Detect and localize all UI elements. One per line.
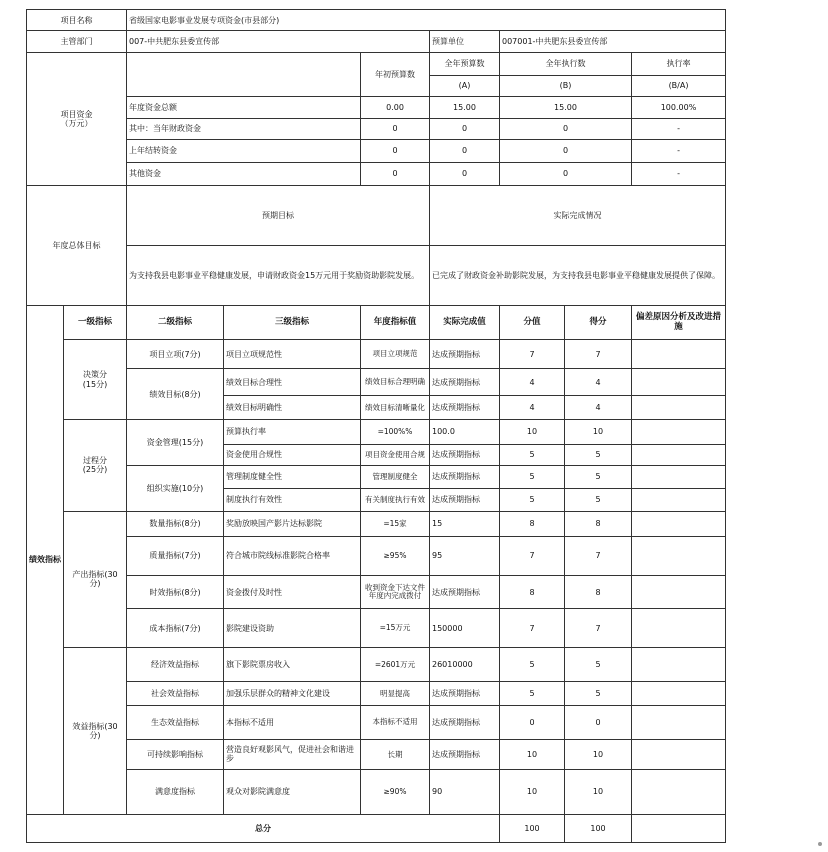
got-cell: 10 xyxy=(565,420,632,444)
header-score: 分值 xyxy=(500,306,565,340)
score-cell: 7 xyxy=(500,609,565,648)
col-executed: 全年执行数 xyxy=(500,52,632,75)
table-row xyxy=(27,648,726,682)
total-score: 100 xyxy=(500,814,565,842)
target-cell: =2601万元 xyxy=(361,648,430,682)
actual-cell: 达成预期指标 xyxy=(430,396,500,420)
level3-cell: 本指标不适用 xyxy=(224,706,361,740)
got-cell: 5 xyxy=(565,681,632,705)
score-cell: 5 xyxy=(500,488,565,511)
funds-section-label: 项目资金 （万元） xyxy=(27,52,127,185)
got-cell: 5 xyxy=(565,465,632,488)
header-level2: 二级指标 xyxy=(127,306,224,340)
actual-cell: 达成预期指标 xyxy=(430,488,500,511)
table-row xyxy=(27,10,726,31)
got-cell: 10 xyxy=(565,739,632,770)
actual-cell: 95 xyxy=(430,537,500,576)
actual-cell: 达成预期指标 xyxy=(430,444,500,465)
funds-initial: 0 xyxy=(361,118,430,139)
scroll-indicator-dot xyxy=(818,842,822,846)
level2-cell: 满意度指标 xyxy=(127,770,224,814)
level2-cell: 时效指标(8分) xyxy=(127,575,224,609)
level3-cell: 营造良好观影风气，促进社会和谐进步 xyxy=(224,739,361,770)
col-rate: 执行率 xyxy=(632,52,726,75)
header-level3: 三级指标 xyxy=(224,306,361,340)
score-cell: 4 xyxy=(500,369,565,396)
goal-actual-text: 已完成了财政资金补助影院发展，为支持我县电影事业平稳健康发展提供了保障。 xyxy=(430,246,726,306)
table-body xyxy=(27,10,726,843)
table-row xyxy=(27,31,726,52)
actual-cell: 26010000 xyxy=(430,648,500,682)
target-cell: 有关制度执行有效 xyxy=(361,488,430,511)
score-cell: 7 xyxy=(500,339,565,369)
table-row xyxy=(27,537,726,576)
score-cell: 10 xyxy=(500,739,565,770)
level3-cell: 制度执行有效性 xyxy=(224,488,361,511)
target-cell: 长期 xyxy=(361,739,430,770)
level1-cell: 决策分 (15分) xyxy=(64,339,127,419)
project-name-label: 项目名称 xyxy=(27,10,127,31)
target-cell: 项目立项规范 xyxy=(361,339,430,369)
got-cell: 4 xyxy=(565,396,632,420)
level2-cell: 社会效益指标 xyxy=(127,681,224,705)
reason-cell xyxy=(632,420,726,444)
level2-cell: 成本指标(7分) xyxy=(127,609,224,648)
funds-row-label: 上年结转资金 xyxy=(127,140,361,163)
level3-cell: 资金拨付及时性 xyxy=(224,575,361,609)
actual-cell: 100.0 xyxy=(430,420,500,444)
header-level1: 一级指标 xyxy=(64,306,127,340)
got-cell: 8 xyxy=(565,511,632,536)
table-row xyxy=(27,246,726,306)
blank-cell xyxy=(127,52,361,96)
table-row xyxy=(27,369,726,396)
table-row xyxy=(27,681,726,705)
reason-cell xyxy=(632,537,726,576)
table-row xyxy=(27,185,726,245)
level2-cell: 项目立项(7分) xyxy=(127,339,224,369)
funds-budget: 0 xyxy=(430,118,500,139)
budget-unit-label: 预算单位 xyxy=(430,31,500,52)
reason-cell xyxy=(632,648,726,682)
header-target: 年度指标值 xyxy=(361,306,430,340)
total-reason xyxy=(632,814,726,842)
table-row xyxy=(27,420,726,444)
actual-cell: 达成预期指标 xyxy=(430,739,500,770)
reason-cell xyxy=(632,706,726,740)
got-cell: 10 xyxy=(565,770,632,814)
actual-cell: 达成预期指标 xyxy=(430,339,500,369)
funds-budget: 0 xyxy=(430,162,500,185)
goal-expected-text: 为支持我县电影事业平稳健康发展，申请财政资金15万元用于奖励资助影院发展。 xyxy=(127,246,430,306)
level1-cell: 效益指标(30 分) xyxy=(64,648,127,814)
table-row xyxy=(27,52,726,75)
table-row xyxy=(27,162,726,185)
got-cell: 0 xyxy=(565,706,632,740)
funds-row-label: 年度资金总额 xyxy=(127,97,361,118)
reason-cell xyxy=(632,369,726,396)
funds-executed: 0 xyxy=(500,118,632,139)
got-cell: 7 xyxy=(565,609,632,648)
target-cell: =100%% xyxy=(361,420,430,444)
level3-cell: 绩效目标明确性 xyxy=(224,396,361,420)
actual-cell: 达成预期指标 xyxy=(430,369,500,396)
level3-cell: 预算执行率 xyxy=(224,420,361,444)
level2-cell: 质量指标(7分) xyxy=(127,537,224,576)
level3-cell: 资金使用合规性 xyxy=(224,444,361,465)
level3-cell: 管理制度健全性 xyxy=(224,465,361,488)
score-cell: 8 xyxy=(500,511,565,536)
total-got: 100 xyxy=(565,814,632,842)
table-row xyxy=(27,465,726,488)
table-row xyxy=(27,306,726,340)
score-cell: 5 xyxy=(500,648,565,682)
reason-cell xyxy=(632,339,726,369)
target-cell: 绩效目标清晰量化 xyxy=(361,396,430,420)
department-value: 007-中共肥东县委宣传部 xyxy=(127,31,430,52)
actual-cell: 150000 xyxy=(430,609,500,648)
got-cell: 5 xyxy=(565,444,632,465)
col-executed-code: (B) xyxy=(500,75,632,96)
level3-cell: 项目立项规范性 xyxy=(224,339,361,369)
target-cell: =15家 xyxy=(361,511,430,536)
got-cell: 5 xyxy=(565,488,632,511)
funds-row-label: 其他资金 xyxy=(127,162,361,185)
table-row xyxy=(27,739,726,770)
funds-initial: 0 xyxy=(361,162,430,185)
level3-cell: 观众对影院满意度 xyxy=(224,770,361,814)
department-label: 主管部门 xyxy=(27,31,127,52)
level2-cell: 组织实施(10分) xyxy=(127,465,224,511)
reason-cell xyxy=(632,770,726,814)
table-row xyxy=(27,609,726,648)
reason-cell xyxy=(632,681,726,705)
target-cell: 绩效目标合理明确 xyxy=(361,369,430,396)
reason-cell xyxy=(632,609,726,648)
project-name-value: 省级国家电影事业发展专项资金(市县部分) xyxy=(127,10,726,31)
level2-cell: 资金管理(15分) xyxy=(127,420,224,466)
indicators-section-label: 绩效指标 xyxy=(27,306,64,814)
target-cell: 项目资金使用合规 xyxy=(361,444,430,465)
target-cell: 本指标不适用 xyxy=(361,706,430,740)
level3-cell: 加强乐层群众的精神文化建设 xyxy=(224,681,361,705)
actual-cell: 达成预期指标 xyxy=(430,681,500,705)
goal-actual-header: 实际完成情况 xyxy=(430,185,726,245)
reason-cell xyxy=(632,465,726,488)
score-cell: 7 xyxy=(500,537,565,576)
score-cell: 5 xyxy=(500,444,565,465)
header-got: 得分 xyxy=(565,306,632,340)
funds-rate: - xyxy=(632,162,726,185)
level1-cell: 产出指标(30 分) xyxy=(64,511,127,648)
table-row xyxy=(27,575,726,609)
score-cell: 0 xyxy=(500,706,565,740)
total-label: 总分 xyxy=(27,814,500,842)
score-cell: 5 xyxy=(500,465,565,488)
funds-budget: 15.00 xyxy=(430,97,500,118)
goal-expected-header: 预期目标 xyxy=(127,185,430,245)
actual-cell: 达成预期指标 xyxy=(430,575,500,609)
target-cell: 管理制度健全 xyxy=(361,465,430,488)
reason-cell xyxy=(632,488,726,511)
col-initial-budget: 年初预算数 xyxy=(361,52,430,96)
table-row xyxy=(27,511,726,536)
table-row xyxy=(27,118,726,139)
header-actual: 实际完成值 xyxy=(430,306,500,340)
funds-initial: 0.00 xyxy=(361,97,430,118)
funds-rate: - xyxy=(632,118,726,139)
funds-rate: 100.00% xyxy=(632,97,726,118)
funds-initial: 0 xyxy=(361,140,430,163)
table-row xyxy=(27,97,726,118)
funds-executed: 0 xyxy=(500,140,632,163)
target-cell: 明显提高 xyxy=(361,681,430,705)
reason-cell xyxy=(632,739,726,770)
budget-unit-value: 007001-中共肥东县委宣传部 xyxy=(500,31,726,52)
table-row xyxy=(27,140,726,163)
actual-cell: 15 xyxy=(430,511,500,536)
got-cell: 4 xyxy=(565,369,632,396)
funds-executed: 15.00 xyxy=(500,97,632,118)
level3-cell: 符合城市院线标准影院合格率 xyxy=(224,537,361,576)
table-row xyxy=(27,814,726,842)
got-cell: 8 xyxy=(565,575,632,609)
score-cell: 5 xyxy=(500,681,565,705)
score-cell: 10 xyxy=(500,770,565,814)
table-row xyxy=(27,706,726,740)
table-row xyxy=(27,770,726,814)
level3-cell: 影院建设资助 xyxy=(224,609,361,648)
level1-cell: 过程分 (25分) xyxy=(64,420,127,511)
score-cell: 4 xyxy=(500,396,565,420)
actual-cell: 达成预期指标 xyxy=(430,706,500,740)
level3-cell: 奖励放映国产影片达标影院 xyxy=(224,511,361,536)
goal-label: 年度总体目标 xyxy=(27,185,127,306)
level2-cell: 生态效益指标 xyxy=(127,706,224,740)
reason-cell xyxy=(632,511,726,536)
level3-cell: 绩效目标合理性 xyxy=(224,369,361,396)
level2-cell: 数量指标(8分) xyxy=(127,511,224,536)
score-cell: 8 xyxy=(500,575,565,609)
target-cell: =15万元 xyxy=(361,609,430,648)
got-cell: 7 xyxy=(565,537,632,576)
funds-executed: 0 xyxy=(500,162,632,185)
target-cell: 收到资金下达文件年度内完成拨付 xyxy=(361,575,430,609)
actual-cell: 达成预期指标 xyxy=(430,465,500,488)
level2-cell: 可持续影响指标 xyxy=(127,739,224,770)
score-cell: 10 xyxy=(500,420,565,444)
col-full-budget: 全年预算数 xyxy=(430,52,500,75)
actual-cell: 90 xyxy=(430,770,500,814)
table-row xyxy=(27,339,726,369)
funds-row-label: 其中：当年财政资金 xyxy=(127,118,361,139)
reason-cell xyxy=(632,396,726,420)
header-reason: 偏差原因分析及改进措施 xyxy=(632,306,726,340)
level3-cell: 旗下影院票房收入 xyxy=(224,648,361,682)
got-cell: 5 xyxy=(565,648,632,682)
got-cell: 7 xyxy=(565,339,632,369)
reason-cell xyxy=(632,444,726,465)
reason-cell xyxy=(632,575,726,609)
level2-cell: 绩效目标(8分) xyxy=(127,369,224,420)
target-cell: ≥90% xyxy=(361,770,430,814)
col-rate-code: (B/A) xyxy=(632,75,726,96)
performance-evaluation-table xyxy=(26,9,726,843)
funds-rate: - xyxy=(632,140,726,163)
col-full-budget-code: (A) xyxy=(430,75,500,96)
target-cell: ≥95% xyxy=(361,537,430,576)
level2-cell: 经济效益指标 xyxy=(127,648,224,682)
funds-budget: 0 xyxy=(430,140,500,163)
